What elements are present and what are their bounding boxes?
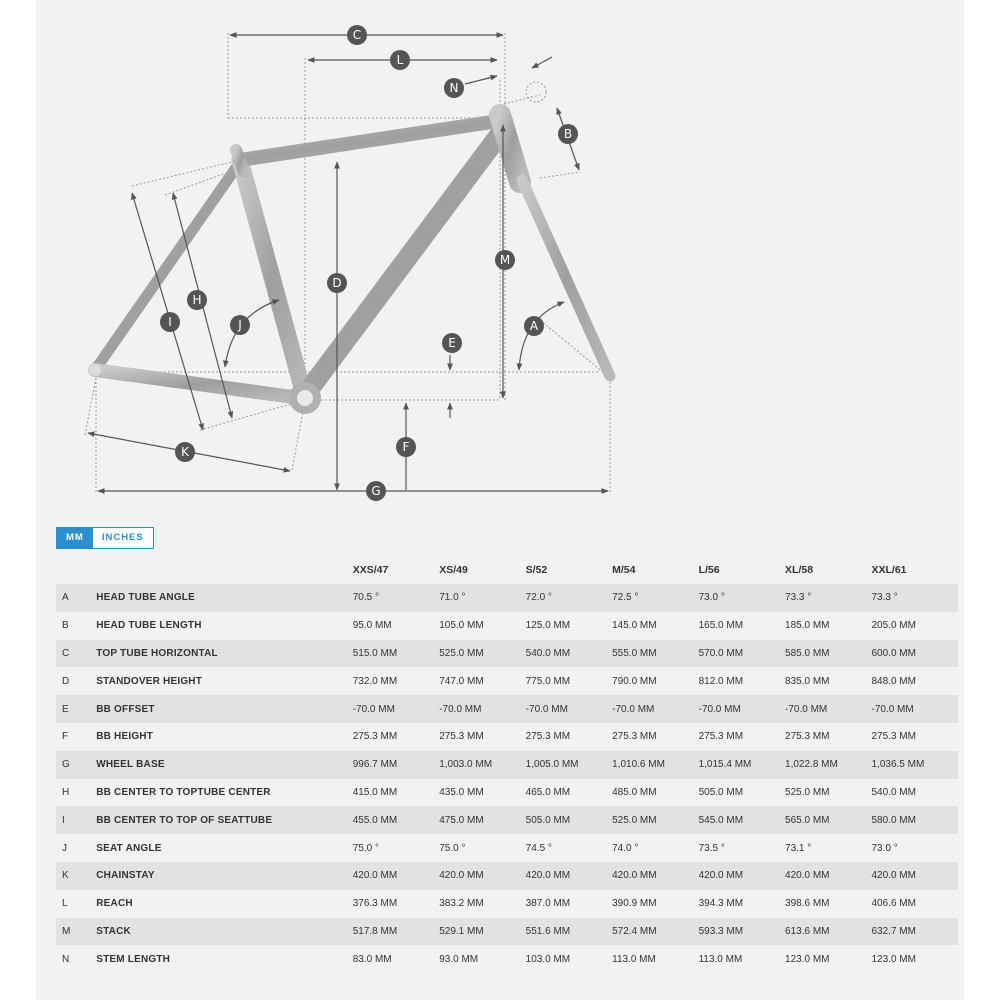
badge-l-label: L — [396, 53, 404, 67]
row-value: 485.0 MM — [612, 779, 698, 807]
row-value: 398.6 MM — [785, 890, 871, 918]
row-value: 848.0 MM — [871, 667, 958, 695]
dimension-badges — [160, 25, 578, 501]
unit-mm-button[interactable]: MM — [57, 528, 93, 548]
row-value: 205.0 MM — [871, 612, 958, 640]
row-value: 387.0 MM — [526, 890, 612, 918]
unit-inches-button[interactable]: INCHES — [93, 528, 153, 548]
row-value: 73.3 ° — [785, 584, 871, 612]
row-measurement-name: BB CENTER TO TOP OF SEATTUBE — [96, 806, 352, 834]
row-letter: M — [56, 918, 96, 946]
row-letter: I — [56, 806, 96, 834]
row-value: 275.3 MM — [353, 723, 440, 751]
row-value: 275.3 MM — [439, 723, 525, 751]
table-row — [56, 779, 958, 807]
row-letter: A — [56, 584, 96, 612]
row-value: 732.0 MM — [353, 667, 440, 695]
badge-j-label: J — [238, 318, 242, 332]
table-row — [56, 862, 958, 890]
row-value: 73.5 ° — [699, 834, 785, 862]
row-value: 835.0 MM — [785, 667, 871, 695]
row-value: 420.0 MM — [785, 862, 871, 890]
row-value: -70.0 MM — [353, 695, 440, 723]
row-value: 525.0 MM — [612, 806, 698, 834]
row-value: 529.1 MM — [439, 918, 525, 946]
table-row — [56, 918, 958, 946]
row-value: 1,036.5 MM — [871, 751, 958, 779]
badge-n-label: N — [449, 81, 459, 95]
row-value: 74.0 ° — [612, 834, 698, 862]
row-letter: K — [56, 862, 96, 890]
row-value: 390.9 MM — [612, 890, 698, 918]
row-value: 103.0 MM — [526, 945, 612, 973]
row-value: 420.0 MM — [699, 862, 785, 890]
row-value: 545.0 MM — [699, 806, 785, 834]
row-value: 593.3 MM — [699, 918, 785, 946]
row-value: 505.0 MM — [526, 806, 612, 834]
table-row — [56, 612, 958, 640]
row-value: 996.7 MM — [353, 751, 440, 779]
row-value: 275.3 MM — [785, 723, 871, 751]
row-value: 465.0 MM — [526, 779, 612, 807]
row-value: 415.0 MM — [353, 779, 440, 807]
row-value: 1,003.0 MM — [439, 751, 525, 779]
size-header: XXL/61 — [871, 564, 907, 576]
row-measurement-name: WHEEL BASE — [96, 751, 352, 779]
row-value: 525.0 MM — [439, 640, 525, 668]
row-value: 275.3 MM — [526, 723, 612, 751]
row-value: 505.0 MM — [699, 779, 785, 807]
row-value: 540.0 MM — [871, 779, 958, 807]
row-measurement-name: HEAD TUBE LENGTH — [96, 612, 352, 640]
badge-h — [187, 290, 207, 310]
row-measurement-name: SEAT ANGLE — [96, 834, 352, 862]
badge-f — [396, 437, 416, 457]
badge-d — [327, 273, 347, 293]
row-value: 565.0 MM — [785, 806, 871, 834]
badge-e-label: E — [448, 336, 456, 350]
badge-d-label: D — [332, 276, 342, 290]
row-value: 455.0 MM — [353, 806, 440, 834]
row-value: -70.0 MM — [785, 695, 871, 723]
row-value: 747.0 MM — [439, 667, 525, 695]
badge-e — [442, 333, 462, 353]
row-value: 185.0 MM — [785, 612, 871, 640]
row-value: 165.0 MM — [699, 612, 785, 640]
row-value: 383.2 MM — [439, 890, 525, 918]
row-value: 123.0 MM — [871, 945, 958, 973]
row-value: 570.0 MM — [699, 640, 785, 668]
badge-m — [495, 250, 515, 270]
row-value: -70.0 MM — [439, 695, 525, 723]
row-value: -70.0 MM — [612, 695, 698, 723]
badge-i — [160, 312, 180, 332]
row-value: 551.6 MM — [526, 918, 612, 946]
row-value: 1,015.4 MM — [699, 751, 785, 779]
row-measurement-name: TOP TUBE HORIZONTAL — [96, 640, 352, 668]
row-value: 123.0 MM — [785, 945, 871, 973]
badge-m-label: M — [499, 253, 511, 267]
row-letter: L — [56, 890, 96, 918]
row-measurement-name: BB HEIGHT — [96, 723, 352, 751]
geometry-table — [56, 556, 958, 973]
row-value: 95.0 MM — [353, 612, 440, 640]
size-header: XS/49 — [439, 564, 468, 576]
row-letter: J — [56, 834, 96, 862]
row-value: 585.0 MM — [785, 640, 871, 668]
row-measurement-name: BB CENTER TO TOPTUBE CENTER — [96, 779, 352, 807]
row-value: 73.0 ° — [871, 834, 958, 862]
row-value: 406.6 MM — [871, 890, 958, 918]
badge-j — [230, 315, 250, 335]
size-header: S/52 — [525, 564, 548, 576]
table-row — [56, 695, 958, 723]
size-header: XL/58 — [785, 564, 814, 576]
row-letter: D — [56, 667, 96, 695]
row-measurement-name: STACK — [96, 918, 352, 946]
badge-h-label: H — [192, 293, 202, 307]
table-header-row — [56, 556, 958, 584]
table-row — [56, 806, 958, 834]
size-header: M/54 — [612, 564, 636, 576]
row-letter: N — [56, 945, 96, 973]
row-value: 812.0 MM — [699, 667, 785, 695]
row-value: 83.0 MM — [353, 945, 440, 973]
row-value: 74.5 ° — [526, 834, 612, 862]
row-value: 73.3 ° — [871, 584, 958, 612]
row-value: 275.3 MM — [612, 723, 698, 751]
row-value: 145.0 MM — [612, 612, 698, 640]
row-value: 420.0 MM — [612, 862, 698, 890]
badge-i-label: I — [168, 315, 172, 329]
row-value: 394.3 MM — [699, 890, 785, 918]
badge-c-label: C — [352, 28, 362, 42]
table-row — [56, 945, 958, 973]
badge-g — [366, 481, 386, 501]
table-row — [56, 751, 958, 779]
row-letter: C — [56, 640, 96, 668]
row-value: 420.0 MM — [526, 862, 612, 890]
row-value: 775.0 MM — [526, 667, 612, 695]
badge-k — [175, 442, 195, 462]
table-row — [56, 890, 958, 918]
row-letter: H — [56, 779, 96, 807]
row-value: 1,022.8 MM — [785, 751, 871, 779]
size-header: L/56 — [698, 564, 720, 576]
row-value: 125.0 MM — [526, 612, 612, 640]
row-value: 72.5 ° — [612, 584, 698, 612]
badge-k-label: K — [181, 445, 189, 459]
row-value: 73.1 ° — [785, 834, 871, 862]
table-row — [56, 584, 958, 612]
row-value: 435.0 MM — [439, 779, 525, 807]
badge-f-label: F — [402, 440, 410, 454]
row-value: 275.3 MM — [871, 723, 958, 751]
table-row — [56, 834, 958, 862]
row-value: 75.0 ° — [353, 834, 440, 862]
row-value: 540.0 MM — [526, 640, 612, 668]
table-row — [56, 640, 958, 668]
row-value: 1,010.6 MM — [612, 751, 698, 779]
row-letter: G — [56, 751, 96, 779]
row-letter: B — [56, 612, 96, 640]
row-value: 71.0 ° — [439, 584, 525, 612]
row-value: 1,005.0 MM — [526, 751, 612, 779]
header-blank-name — [96, 556, 352, 584]
row-value: 517.8 MM — [353, 918, 440, 946]
row-value: 70.5 ° — [353, 584, 440, 612]
row-value: 525.0 MM — [785, 779, 871, 807]
row-value: 72.0 ° — [526, 584, 612, 612]
badge-c — [347, 25, 367, 45]
row-value: 600.0 MM — [871, 640, 958, 668]
row-value: 420.0 MM — [871, 862, 958, 890]
row-value: 73.0 ° — [699, 584, 785, 612]
row-value: 613.6 MM — [785, 918, 871, 946]
row-value: 420.0 MM — [353, 862, 440, 890]
header-blank-letter — [56, 556, 96, 584]
row-value: 790.0 MM — [612, 667, 698, 695]
row-measurement-name: STEM LENGTH — [96, 945, 352, 973]
row-value: 572.4 MM — [612, 918, 698, 946]
row-value: 475.0 MM — [439, 806, 525, 834]
row-value: -70.0 MM — [871, 695, 958, 723]
row-measurement-name: HEAD TUBE ANGLE — [96, 584, 352, 612]
row-value: 555.0 MM — [612, 640, 698, 668]
badge-b — [558, 124, 578, 144]
row-value: 580.0 MM — [871, 806, 958, 834]
row-measurement-name: BB OFFSET — [96, 695, 352, 723]
table-row — [56, 667, 958, 695]
geometry-table-body — [56, 584, 958, 973]
table-row — [56, 723, 958, 751]
badge-n — [444, 78, 464, 98]
row-letter: E — [56, 695, 96, 723]
row-value: 93.0 MM — [439, 945, 525, 973]
unit-toggle[interactable] — [56, 527, 154, 549]
row-value: 420.0 MM — [439, 862, 525, 890]
badge-l — [390, 50, 410, 70]
badge-b-label: B — [563, 127, 573, 141]
row-letter: F — [56, 723, 96, 751]
row-value: 275.3 MM — [699, 723, 785, 751]
size-header: XXS/47 — [352, 564, 389, 576]
row-value: 376.3 MM — [353, 890, 440, 918]
row-value: 75.0 ° — [439, 834, 525, 862]
row-value: -70.0 MM — [526, 695, 612, 723]
row-value: -70.0 MM — [699, 695, 785, 723]
row-value: 113.0 MM — [699, 945, 785, 973]
badge-g-label: G — [371, 484, 381, 498]
badge-a-label: A — [529, 319, 539, 333]
row-value: 105.0 MM — [439, 612, 525, 640]
row-measurement-name: CHAINSTAY — [96, 862, 352, 890]
bike-frame — [89, 115, 610, 414]
badge-a — [524, 316, 544, 336]
row-measurement-name: STANDOVER HEIGHT — [96, 667, 352, 695]
row-value: 113.0 MM — [612, 945, 698, 973]
row-measurement-name: REACH — [96, 890, 352, 918]
row-value: 515.0 MM — [353, 640, 440, 668]
row-value: 632.7 MM — [871, 918, 958, 946]
